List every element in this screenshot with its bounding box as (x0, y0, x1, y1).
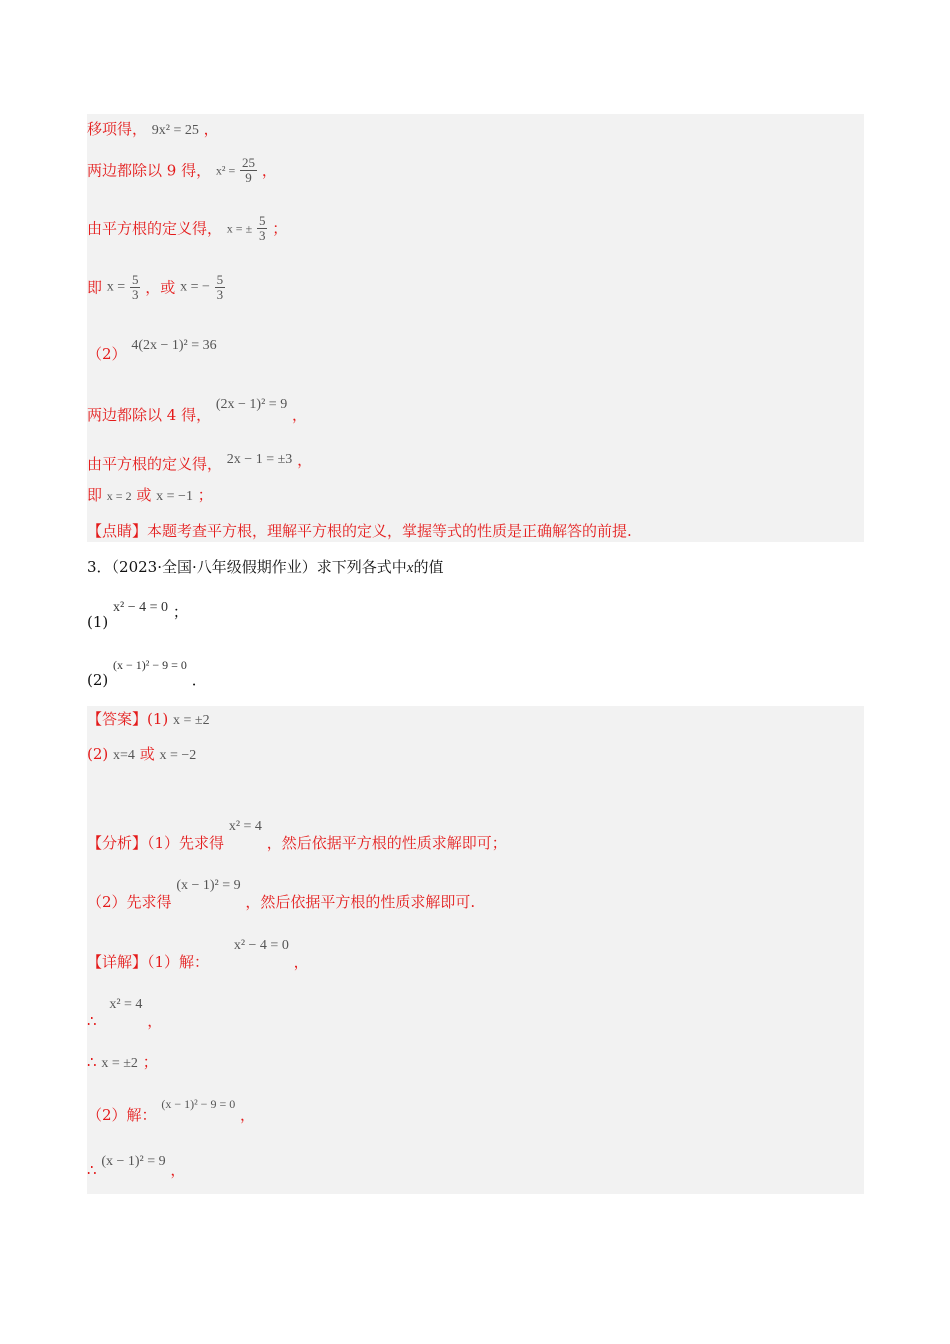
punct: ， (293, 953, 309, 971)
variable: x (406, 560, 414, 576)
equation-lhs: x = ± (226, 221, 253, 236)
part-label: （2） (87, 345, 127, 363)
punct: ， (240, 1106, 256, 1124)
equation: (x − 1)² = 9 (176, 878, 241, 893)
denominator: 3 (131, 287, 139, 302)
equation: 9x² = 25 (151, 123, 199, 138)
punct: ， (203, 120, 219, 138)
analysis-text: ，然后依据平方根的性质求解即可； (266, 834, 507, 852)
equation: x = ±2 (173, 713, 210, 728)
analysis-line-1 (87, 817, 507, 853)
equation: x² − 4 = 0 (233, 938, 289, 953)
comment-note (87, 521, 632, 541)
equation-lhs: x = − (180, 279, 210, 295)
answer-line-2 (87, 744, 196, 766)
denominator: 9 (245, 170, 252, 185)
detail-line-4 (87, 1094, 255, 1125)
analysis-label: 【分析】（1）先求得 (87, 834, 225, 852)
equation: x² − 4 = 0 (113, 600, 169, 615)
step-result (87, 273, 225, 302)
comment-text: 【点睛】本题考查平方根，理解平方根的定义，掌握等式的性质是正确解答的前提. (87, 522, 632, 540)
punct: ， (297, 451, 313, 469)
punct: ； (197, 486, 213, 504)
question-part-1 (87, 598, 188, 632)
punct: ， (170, 1161, 186, 1179)
step-text: 即 (87, 278, 103, 297)
step-text: 由平方根的定义得， (87, 219, 223, 238)
question-text: 3．（2023·全国·八年级假期作业）求下列各式中 (87, 558, 407, 576)
answer-line-1 (87, 709, 210, 731)
punct: ， (261, 161, 277, 180)
part-2-equation (87, 336, 217, 364)
punct: ； (142, 1053, 158, 1071)
fraction (215, 273, 226, 302)
step-divide-9 (87, 156, 277, 185)
step-divide-4 (87, 395, 307, 425)
step-text: 由平方根的定义得， (87, 455, 223, 473)
therefore-symbol: ∴ (87, 1012, 97, 1030)
answer-label: 【答案】(1) (87, 710, 169, 728)
detail-line-2 (87, 995, 162, 1031)
step-text: 或 (139, 745, 155, 763)
punct: ， (147, 1012, 163, 1030)
fraction (240, 156, 257, 185)
analysis-text: ，然后依据平方根的性质求解即可. (245, 893, 476, 911)
step-text: 两边都除以 4 得， (87, 406, 212, 424)
punct: ； (172, 603, 188, 621)
detail-line-3 (87, 1052, 158, 1074)
step-sqrt-def (87, 214, 287, 243)
punct: ； (272, 219, 288, 238)
equation: x = −2 (159, 748, 197, 763)
equation: (2x − 1)² = 9 (215, 397, 288, 412)
step-text: 即 (87, 486, 103, 504)
equation: x² = 4 (109, 997, 143, 1012)
detail-line-1 (87, 936, 309, 972)
equation: 4(2x − 1)² = 36 (131, 338, 217, 353)
numerator: 5 (258, 213, 266, 228)
step-sqrt-def-2 (87, 450, 312, 474)
equation: (x − 1)² − 9 = 0 (113, 658, 187, 672)
numerator: 5 (131, 272, 139, 287)
equation: 2x − 1 = ±3 (226, 452, 293, 467)
step-text: 两边都除以 9 得， (87, 161, 212, 180)
numerator: 5 (216, 272, 224, 287)
therefore-symbol: ∴ (87, 1053, 97, 1071)
denominator: 3 (216, 287, 224, 302)
equation: x² = 4 (228, 819, 262, 834)
fraction (130, 273, 141, 302)
denominator: 3 (258, 228, 266, 243)
step-text: 移项得， (87, 120, 148, 138)
fraction (257, 214, 268, 243)
equation-lhs: x² = (215, 163, 236, 178)
question-title (87, 557, 443, 578)
detail-line-5 (87, 1152, 185, 1180)
detail-label: 【详解】（1）解： (87, 953, 210, 971)
question-part-2 (87, 655, 207, 690)
equation: x=4 (113, 748, 135, 763)
equation: x = ±2 (101, 1056, 138, 1071)
equation: (x − 1)² − 9 = 0 (161, 1097, 236, 1111)
equation: (x − 1)² = 9 (101, 1154, 166, 1169)
numerator: 25 (242, 155, 256, 170)
equation: x = 2 (106, 489, 132, 503)
punct: ， (291, 406, 307, 424)
step-result-2 (87, 485, 213, 507)
step-transpose (87, 119, 219, 141)
equation-lhs: x = (106, 279, 126, 295)
therefore-symbol: ∴ (87, 1161, 97, 1179)
step-text: ，或 (145, 278, 176, 297)
detail-label: （2）解： (87, 1106, 157, 1124)
part-label: (1) (87, 613, 109, 631)
part-label: (2) (87, 671, 109, 689)
question-text: 的值 (413, 558, 444, 576)
analysis-label: （2）先求得 (87, 893, 172, 911)
analysis-line-2 (87, 876, 475, 912)
part-label: (2) (87, 745, 109, 763)
equation: x = −1 (156, 489, 193, 504)
punct: ． (191, 671, 207, 689)
step-text: 或 (136, 486, 152, 504)
